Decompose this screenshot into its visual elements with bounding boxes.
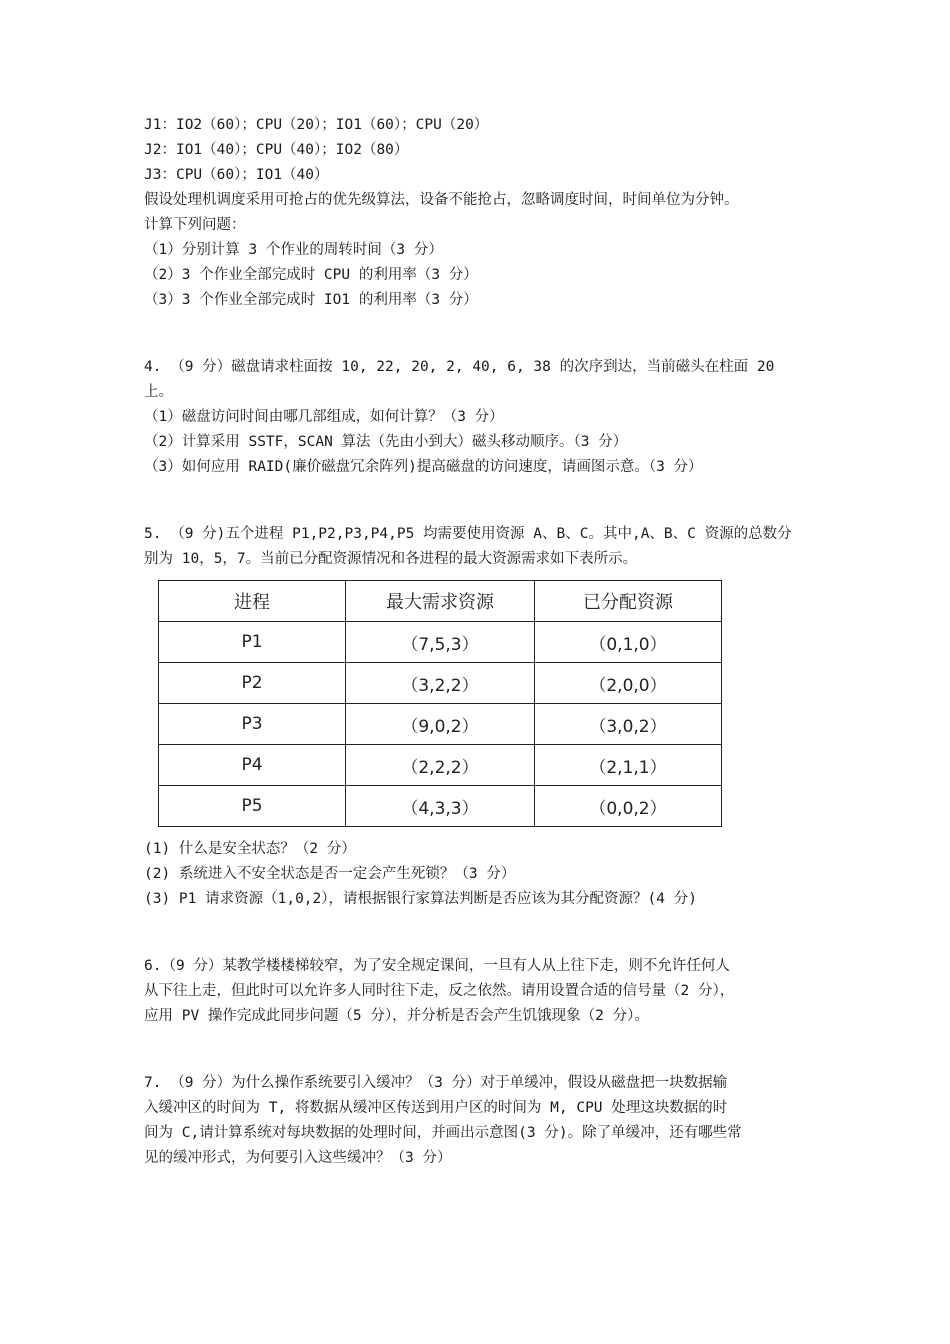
question-text: 假设处理机调度采用可抢占的优先级算法，设备不能抢占，忽略调度时间，时间单位为分钟。	[144, 192, 739, 208]
question-6	[144, 954, 816, 1029]
question-3-tail	[144, 113, 816, 313]
question-text: 计算下列问题：	[144, 217, 246, 233]
cell-allocated: （0,1,0）	[535, 622, 722, 663]
question-text: 4. （9 分）磁盘请求柱面按 10, 22, 20, 2, 40, 6, 38 的次序到达，当前磁头在柱面 20	[144, 359, 775, 375]
subquestion: （2）计算采用 SSTF，SCAN 算法（先由小到大）磁头移动顺序。（3 分）	[144, 434, 628, 450]
cell-process: P2	[159, 663, 346, 704]
cell-process: P5	[159, 786, 346, 827]
subquestion: （1）分别计算 3 个作业的周转时间（3 分）	[144, 242, 443, 258]
question-text: 5. （9 分)五个进程 P1,P2,P3,P4,P5 均需要使用资源 A、B、C。其中,A、B、C 资源的总数分	[144, 526, 792, 542]
question-text: 应用 PV 操作完成此同步问题（5 分），并分析是否会产生饥饿现象（2 分）。	[144, 1008, 649, 1024]
table-row	[159, 745, 722, 786]
cell-allocated: （2,0,0）	[535, 663, 722, 704]
job-line: J3：CPU（60）；IO1（40）	[144, 167, 329, 183]
subquestion: (2) 系统进入不安全状态是否一定会产生死锁？（3 分）	[144, 866, 516, 882]
question-text: 别为 10，5，7。当前已分配资源情况和各进程的最大资源需求如下表所示。	[144, 551, 638, 567]
question-5	[144, 522, 816, 912]
subquestion: （3）如何应用 RAID(廉价磁盘冗余阵列)提高磁盘的访问速度，请画图示意。（3 分）	[144, 459, 703, 475]
cell-max-demand: （7,5,3）	[346, 622, 535, 663]
question-text: 6.（9 分）某教学楼楼梯较窄，为了安全规定课间，一旦有人从上往下走，则不允许任何人	[144, 958, 730, 974]
subquestion: (1) 什么是安全状态？（2 分）	[144, 841, 356, 857]
cell-allocated: （0,0,2）	[535, 786, 722, 827]
question-text: 间为 C,请计算系统对每块数据的处理时间，并画出示意图(3 分)。除了单缓冲，还有哪些常	[144, 1125, 742, 1141]
resource-table	[158, 580, 722, 827]
cell-max-demand: （4,3,3）	[346, 786, 535, 827]
cell-max-demand: （3,2,2）	[346, 663, 535, 704]
question-4	[144, 355, 816, 480]
subquestion: (3) P1 请求资源（1,0,2），请根据银行家算法判断是否应该为其分配资源？(4 分)	[144, 891, 697, 907]
subquestion: （3）3 个作业全部完成时 IO1 的利用率（3 分）	[144, 292, 478, 308]
table-row	[159, 622, 722, 663]
table-row	[159, 663, 722, 704]
exam-page	[144, 113, 816, 1171]
cell-process: P3	[159, 704, 346, 745]
header-allocated: 已分配资源	[535, 581, 722, 622]
question-text: 见的缓冲形式，为何要引入这些缓冲？（3 分）	[144, 1150, 452, 1166]
header-process: 进程	[159, 581, 346, 622]
question-text: 从下往上走，但此时可以允许多人同时往下走，反之依然。请用设置合适的信号量（2 分），	[144, 983, 735, 999]
table-row	[159, 786, 722, 827]
question-text: 上。	[144, 384, 173, 400]
job-line: J2：IO1（40）；CPU（40）；IO2（80）	[144, 142, 409, 158]
cell-process: P4	[159, 745, 346, 786]
cell-allocated: （2,1,1）	[535, 745, 722, 786]
table-row	[159, 704, 722, 745]
question-7	[144, 1071, 816, 1171]
job-line: J1：IO2（60）；CPU（20）；IO1（60）；CPU（20）	[144, 117, 489, 133]
cell-allocated: （3,0,2）	[535, 704, 722, 745]
subquestion: （1）磁盘访问时间由哪几部组成，如何计算？（3 分）	[144, 409, 504, 425]
cell-max-demand: （9,0,2）	[346, 704, 535, 745]
question-text: 入缓冲区的时间为 T, 将数据从缓冲区传送到用户区的时间为 M, CPU 处理这块数据的时	[144, 1100, 728, 1116]
header-max-demand: 最大需求资源	[346, 581, 535, 622]
cell-process: P1	[159, 622, 346, 663]
table-header-row	[159, 581, 722, 622]
cell-max-demand: （2,2,2）	[346, 745, 535, 786]
question-text: 7. （9 分）为什么操作系统要引入缓冲？（3 分）对于单缓冲，假设从磁盘把一块数据输	[144, 1075, 728, 1091]
subquestion: （2）3 个作业全部完成时 CPU 的利用率（3 分）	[144, 267, 478, 283]
